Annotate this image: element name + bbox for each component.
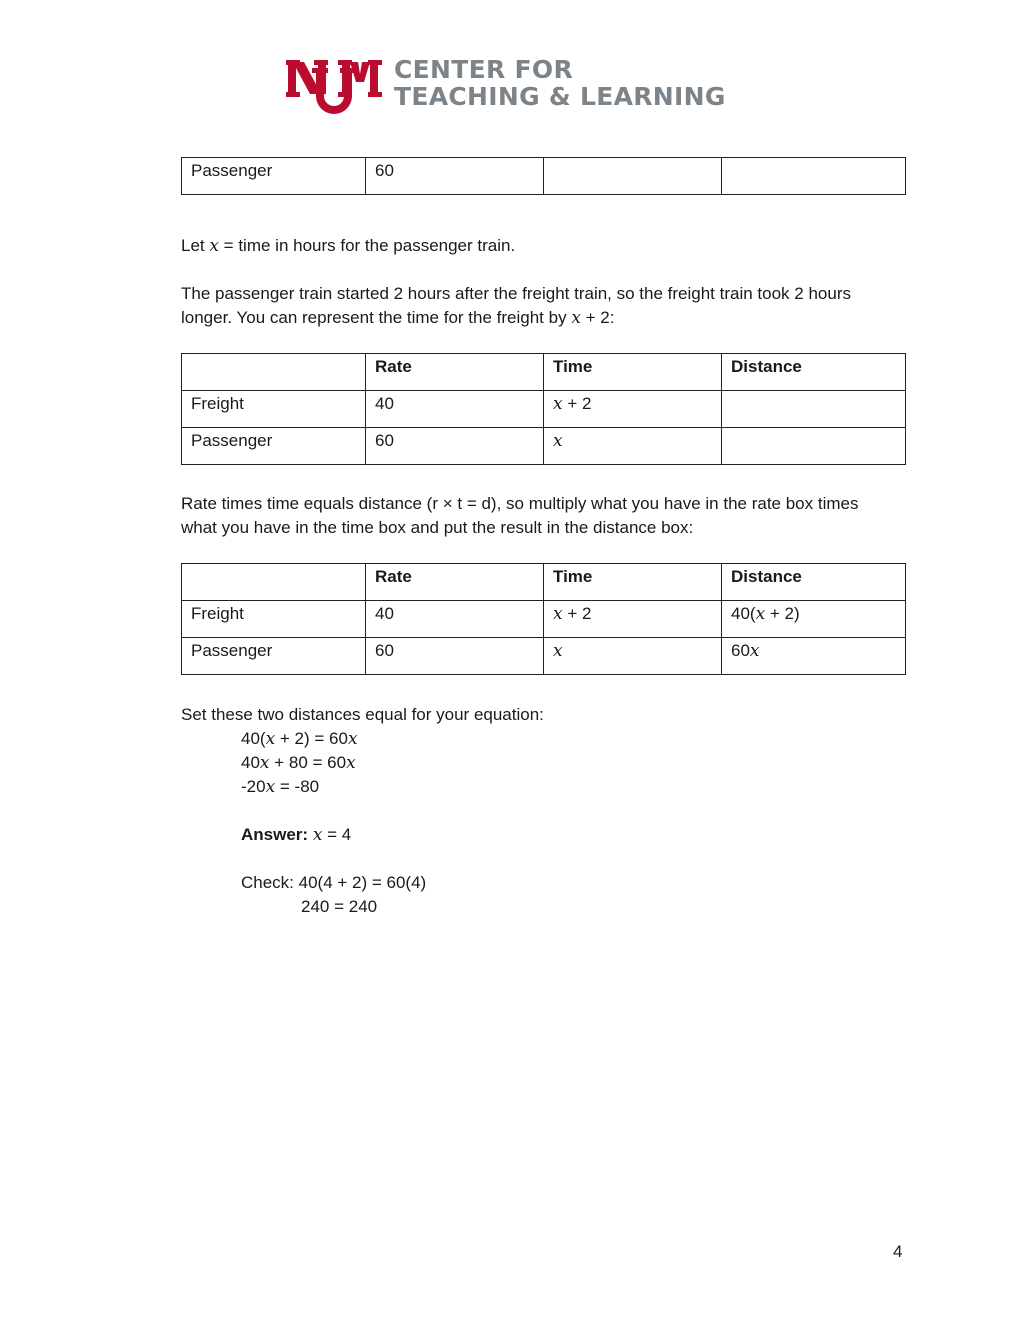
let-statement [181,234,881,258]
text-run: + 2: [580,308,615,327]
variable: x [749,641,760,661]
text-run: 40 [241,753,260,772]
table-row [182,638,906,675]
table-cell: Passenger [182,428,366,465]
answer-value: = 4 [322,825,352,844]
table-cell: Freight [182,391,366,428]
table-header-row [182,564,906,601]
text-run: Let [181,236,210,255]
text-run: + 2) = 60 [275,729,348,748]
table-cell [722,158,906,195]
answer-label: Answer: [241,825,309,844]
table-cell [544,391,722,428]
variable: x [209,236,219,256]
variable: x [755,604,766,624]
text-run: 40( [731,604,756,623]
header-cell: Distance [722,564,906,601]
table-cell [722,601,906,638]
variable: x [346,753,356,773]
solution-intro: Set these two distances equal for your equation: [181,705,544,724]
logo-text [394,56,726,110]
header-cell: Rate [366,564,544,601]
text-run: + 80 = 60 [269,753,347,772]
table-row [182,391,906,428]
header-cell [182,354,366,391]
table-cell [544,601,722,638]
header [286,52,746,118]
table-cell: Passenger [182,638,366,675]
text-run: = time in hours for the passenger train. [218,236,516,255]
equation-line-1 [241,727,358,751]
continuation-table [181,157,906,195]
logo-line-2: TEACHING & LEARNING [394,82,726,111]
text-run: The passenger train started 2 hours after the freight train, so the freight train took 2 hours longer. You can represent the time for the freight by [181,284,851,327]
variable: x [347,729,358,749]
variable: x [312,825,323,845]
check-line-1: Check: 40(4 + 2) = 60(4) [241,873,427,892]
text-run: + 2 [562,394,592,413]
variable: x [553,431,563,451]
table-cell [544,638,722,675]
text-run: + 2 [562,604,592,623]
table-row [182,601,906,638]
table-cell: 60 [366,428,544,465]
equation-line-2 [241,751,356,775]
check-line-2: 240 = 240 [301,897,378,916]
table-header-row [182,354,906,391]
distance-table [181,563,906,675]
rate-paragraph: Rate times time equals distance (r × t = d), so multiply what you have in the rate box times what you have in the time box and put the result in the distance box: [181,494,859,537]
header-cell: Distance [722,354,906,391]
variable: x [553,604,563,624]
table-row [182,158,906,195]
table-cell: Freight [182,601,366,638]
variable: x [265,777,276,797]
table-cell: 40 [366,601,544,638]
table-cell [722,638,906,675]
freight-time-paragraph [181,282,881,330]
table-cell [722,428,906,465]
answer-line [241,823,351,847]
unm-logo-icon [286,52,382,118]
variable: x [553,641,563,661]
header-cell: Rate [366,354,544,391]
table-cell [544,428,722,465]
table-cell: 60 [366,638,544,675]
header-cell [182,564,366,601]
rate-time-table [181,353,906,465]
table-cell: Passenger [182,158,366,195]
logo-line-1: CENTER FOR [394,55,574,84]
table-cell: 40 [366,391,544,428]
table-cell: 60 [366,158,544,195]
variable: x [259,753,270,773]
table-row [182,428,906,465]
text-run: 60 [731,641,750,660]
text-run: + 2) [765,604,800,623]
page-number: 4 [893,1242,903,1261]
variable: x [265,729,276,749]
equation-line-3 [241,775,319,799]
text-run: 40( [241,729,266,748]
header-cell: Time [544,354,722,391]
variable: x [553,394,563,414]
header-cell: Time [544,564,722,601]
table-cell [722,391,906,428]
variable: x [571,308,581,328]
text-run: = -80 [275,777,320,796]
text-run: -20 [241,777,266,796]
table-cell [544,158,722,195]
